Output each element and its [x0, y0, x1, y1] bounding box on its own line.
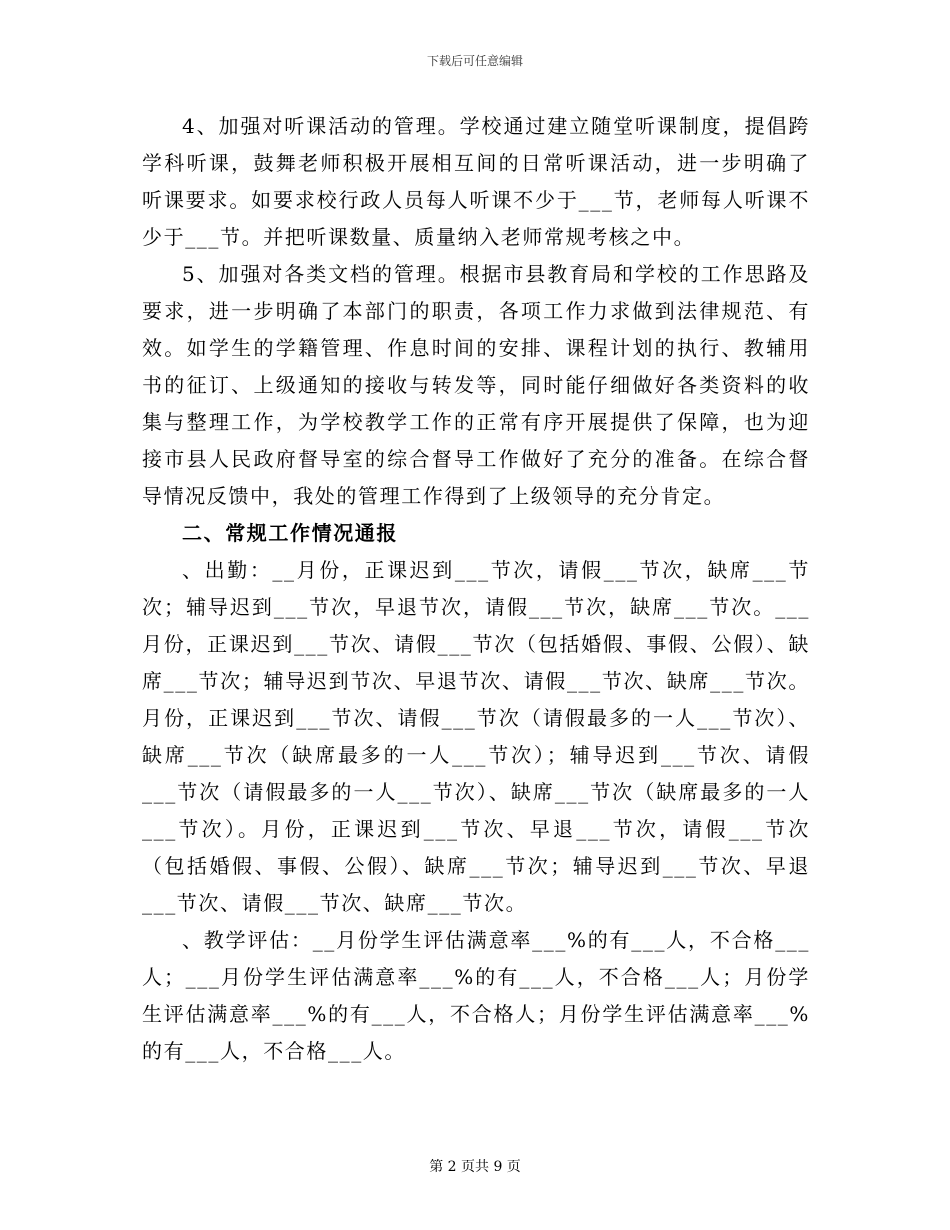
paragraph-evaluation: 、教学评估：__月份学生评估满意率___%的有___人，不合格___人；___月份学生评估满意率___%的有___人，不合格___人；月份学生评估满意率___%的有___人，不合格人；月份学生评估满意率___%的有___人，不合格___人。	[142, 928, 810, 1063]
paragraph-item-4: 4、加强对听课活动的管理。学校通过建立随堂听课制度，提倡跨学科听课，鼓舞老师积极开展相互间的日常听课活动，进一步明确了听课要求。如要求校行政人员每人听课不少于___节，老师每人听课不少于___节。并把听课数量、质量纳入老师常规考核之中。	[142, 114, 810, 249]
paragraph-item-5: 5、加强对各类文档的管理。根据市县教育局和学校的工作思路及要求，进一步明确了本部门的职责，各项工作力求做到法律规范、有效。如学生的学籍管理、作息时间的安排、课程计划的执行、教辅用书的征订、上级通知的接收与转发等，同时能仔细做好各类资料的收集与整理工作，为学校教学工作的正常有序开展提供了保障，也为迎接市县人民政府督导室的综合督导工作做好了充分的准备。在综合督导情况反馈中，我处的管理工作得到了上级领导的充分肯定。	[142, 262, 810, 508]
paragraph-attendance: 、出勤：__月份，正课迟到___节次，请假___节次，缺席___节次；辅导迟到___节次，早退节次，请假___节次，缺席___节次。___月份，正课迟到___节次、请假___节次（包括婚假、事假、公假）、缺席___节次；辅导迟到节次、早退节次、请假___节次、缺席___节次。月份，正课迟到___节次、请假___节次（请假最多的一人___节次）、缺席___节次（缺席最多的一人___节次）；辅导迟到___节次、请假___节次（请假最多的一人___节次）、缺席___节次（缺席最多的一人___节次）。月份，正课迟到___节次、早退___节次，请假___节次（包括婚假、事假、公假）、缺席___节次；辅导迟到___节次、早退___节次、请假___节次、缺席___节次。	[142, 558, 810, 915]
section-heading: 二、常规工作情况通报	[182, 521, 398, 545]
header-note: 下载后可任意编辑	[426, 54, 523, 68]
page-number: 第 2 页共 9 页	[429, 1159, 521, 1175]
document-body	[142, 108, 810, 1070]
